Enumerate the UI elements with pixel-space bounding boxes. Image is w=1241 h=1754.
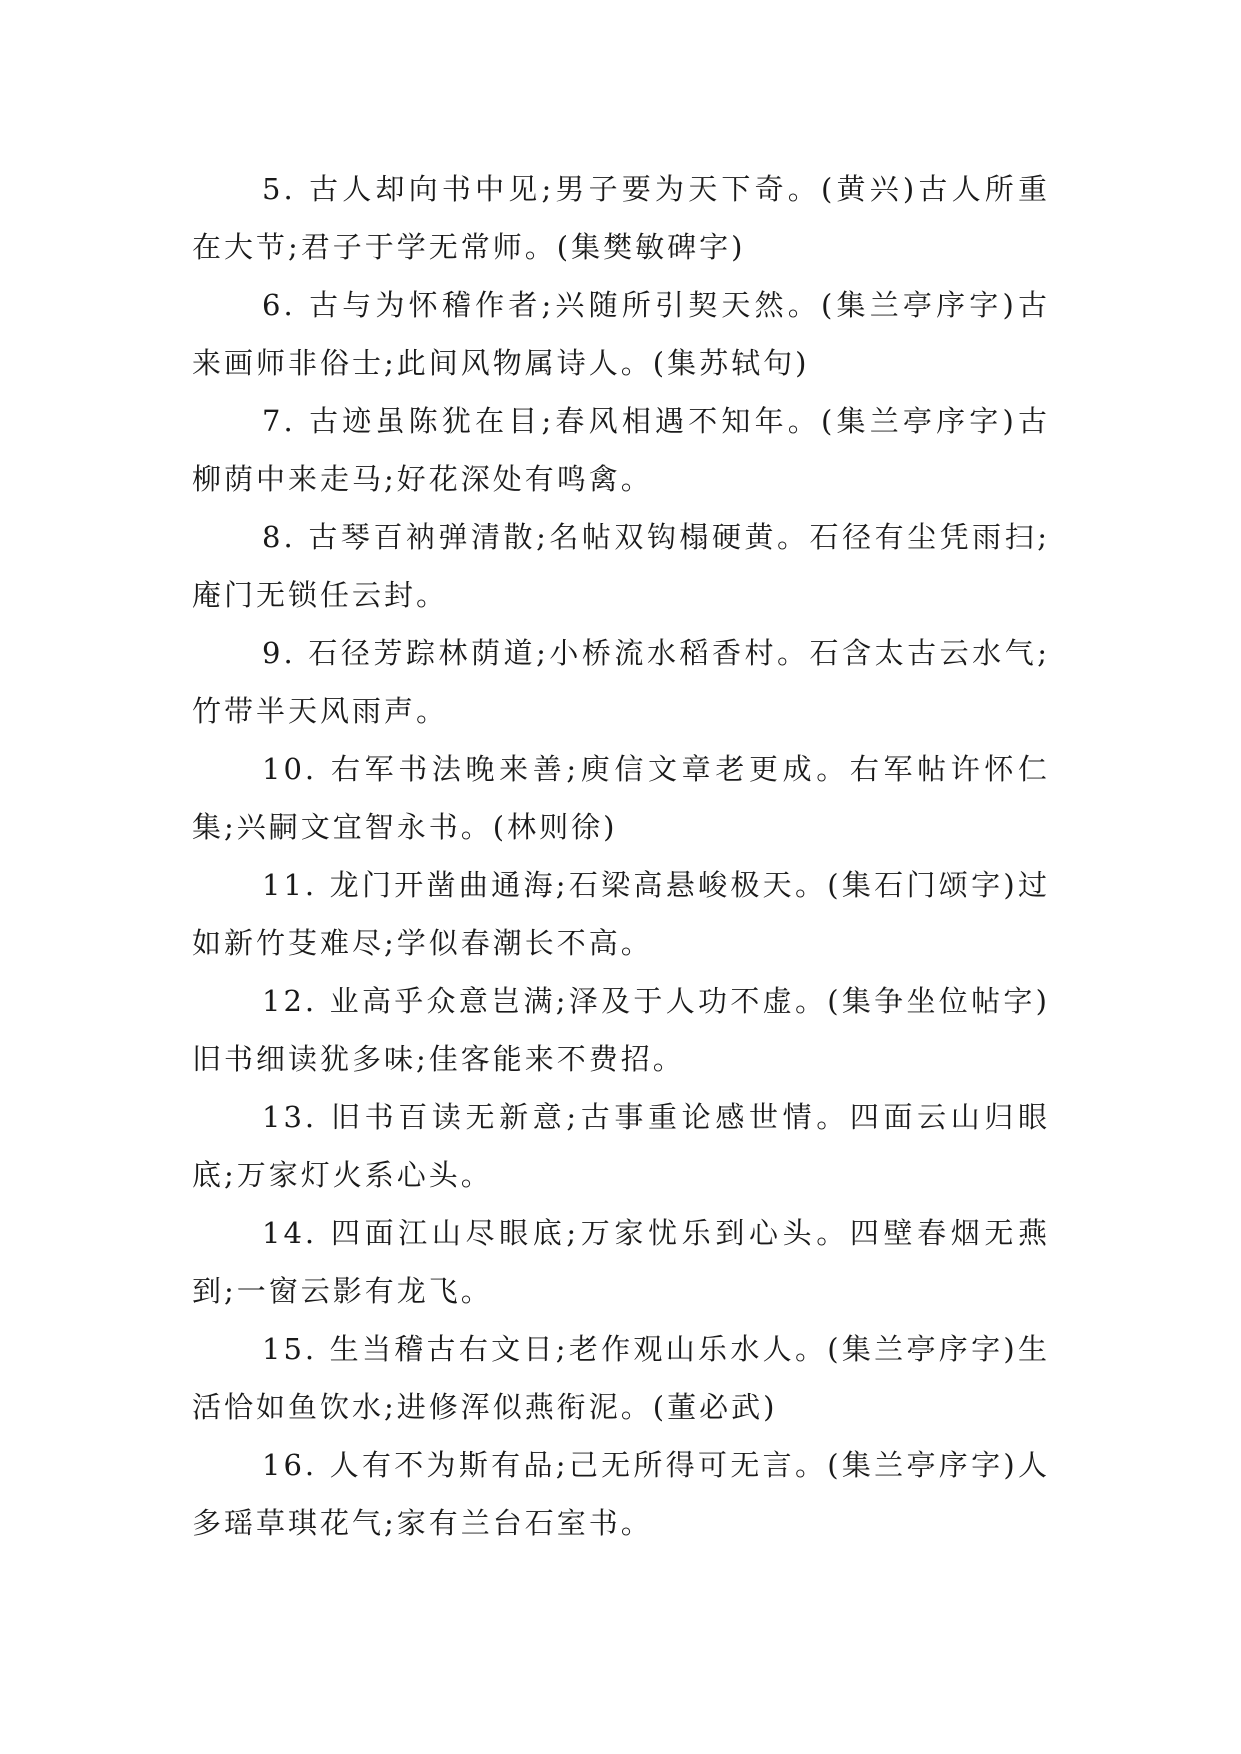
couplet-paragraph-12: 12. 业高乎众意岂满;泽及于人功不虚。(集争坐位帖字)旧书细读犹多味;佳客能来不费招。: [192, 984, 1050, 1076]
document-body: [192, 160, 1050, 1552]
couplet-paragraph-11: 11. 龙门开凿曲通海;石梁高悬峻极天。(集石门颂字)过如新竹芟难尽;学似春潮长不高。: [192, 868, 1050, 960]
couplet-paragraph-6: 6. 古与为怀稽作者;兴随所引契天然。(集兰亭序字)古来画师非俗士;此间风物属诗人。(集苏轼句): [192, 288, 1050, 380]
couplet-paragraph-8: 8. 古琴百衲弹清散;名帖双钩榻硬黄。石径有尘凭雨扫;庵门无锁任云封。: [192, 520, 1050, 612]
couplet-paragraph-15: 15. 生当稽古右文日;老作观山乐水人。(集兰亭序字)生活恰如鱼饮水;进修浑似燕衔泥。(董必武): [192, 1332, 1050, 1424]
couplet-paragraph-5: 5. 古人却向书中见;男子要为天下奇。(黄兴)古人所重在大节;君子于学无常师。(集樊敏碑字): [192, 172, 1050, 264]
couplet-paragraph-16: 16. 人有不为斯有品;己无所得可无言。(集兰亭序字)人多瑶草琪花气;家有兰台石室书。: [192, 1448, 1050, 1540]
couplet-paragraph-7: 7. 古迹虽陈犹在目;春风相遇不知年。(集兰亭序字)古柳荫中来走马;好花深处有鸣禽。: [192, 404, 1050, 496]
couplet-paragraph-14: 14. 四面江山尽眼底;万家忧乐到心头。四壁春烟无燕到;一窗云影有龙飞。: [192, 1216, 1050, 1308]
couplet-paragraph-13: 13. 旧书百读无新意;古事重论感世情。四面云山归眼底;万家灯火系心头。: [192, 1100, 1050, 1192]
couplet-paragraph-9: 9. 石径芳踪林荫道;小桥流水稻香村。石含太古云水气;竹带半天风雨声。: [192, 636, 1050, 728]
couplet-paragraph-10: 10. 右军书法晚来善;庾信文章老更成。右军帖许怀仁集;兴嗣文宜智永书。(林则徐): [192, 752, 1050, 844]
